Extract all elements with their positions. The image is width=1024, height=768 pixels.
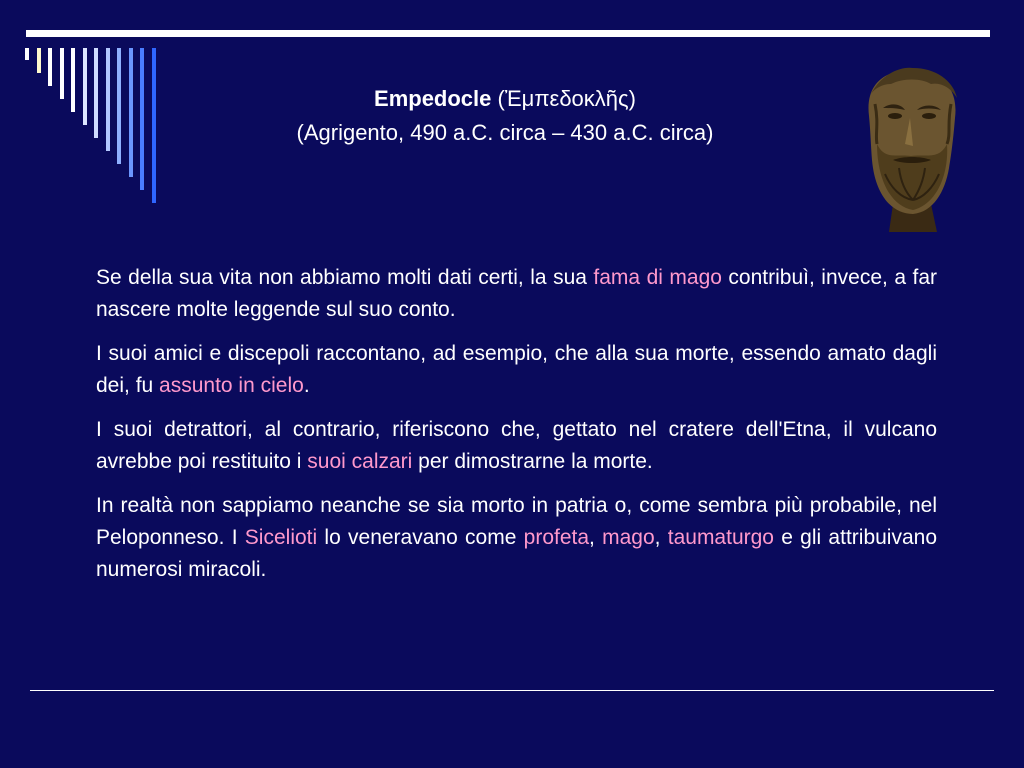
decorative-bar: [106, 48, 110, 151]
paragraph-3-text-2: per dimostrarne la morte.: [412, 450, 653, 473]
highlight-assunto-in-cielo: assunto in cielo: [159, 374, 304, 397]
highlight-taumaturgo: taumaturgo: [667, 526, 774, 549]
highlight-profeta: profeta: [523, 526, 590, 549]
paragraph-4-text-4: ,: [654, 526, 668, 549]
slide-title: [200, 82, 810, 150]
decorative-bar: [60, 48, 64, 99]
paragraph-3: [96, 414, 937, 478]
paragraph-2-text-2: .: [303, 374, 310, 397]
title-name: Empedocle: [374, 86, 492, 111]
slide-content: [96, 262, 937, 692]
highlight-suoi-calzari: suoi calzari: [307, 450, 413, 473]
top-divider: [26, 30, 990, 37]
decorative-bar: [140, 48, 144, 190]
decorative-bar: [94, 48, 98, 138]
decorative-bar: [25, 48, 29, 60]
paragraph-4: [96, 490, 937, 586]
decorative-bars: [25, 48, 175, 208]
decorative-bar: [129, 48, 133, 177]
paragraph-4-text-1: In realtà non sappiamo neanche se sia morto in patria o, come sembra più probabile, nel Peloponneso. I: [96, 494, 937, 549]
title-greek: (Ἐμπεδοκλῆς): [491, 86, 636, 111]
paragraph-4-text-5: e gli attribuivano numerosi miracoli.: [96, 526, 937, 581]
paragraph-1-text-1: Se della sua vita non abbiamo molti dati certi, la sua: [96, 266, 594, 289]
paragraph-1: [96, 262, 937, 326]
decorative-bar: [152, 48, 156, 203]
highlight-sicelioti: Sicelioti: [244, 526, 318, 549]
paragraph-2-text-1: I suoi amici e discepoli raccontano, ad esempio, che alla sua morte, essendo amato dagli dei, fu: [96, 342, 937, 397]
highlight-fama-di-mago: fama di mago: [593, 266, 722, 289]
paragraph-4-text-2: lo veneravano come: [317, 526, 524, 549]
paragraph-4-text-3: ,: [589, 526, 603, 549]
paragraph-1-text-2: contribuì, invece, a far nascere molte leggende sul suo conto.: [96, 266, 937, 321]
bottom-divider: [30, 690, 994, 691]
title-line: [200, 82, 810, 116]
empedocles-bust-image: [855, 64, 967, 234]
title-subtitle: (Agrigento, 490 a.C. circa – 430 a.C. circa): [296, 120, 714, 145]
decorative-bar: [37, 48, 41, 73]
decorative-bar: [83, 48, 87, 125]
paragraph-2: [96, 338, 937, 402]
decorative-bar: [117, 48, 121, 164]
paragraph-3-text-1: I suoi detrattori, al contrario, riferiscono che, gettato nel cratere dell'Etna, il vulcano avrebbe poi restituito i: [96, 418, 937, 473]
highlight-mago: mago: [602, 526, 655, 549]
decorative-bar: [71, 48, 75, 112]
decorative-bar: [48, 48, 52, 86]
